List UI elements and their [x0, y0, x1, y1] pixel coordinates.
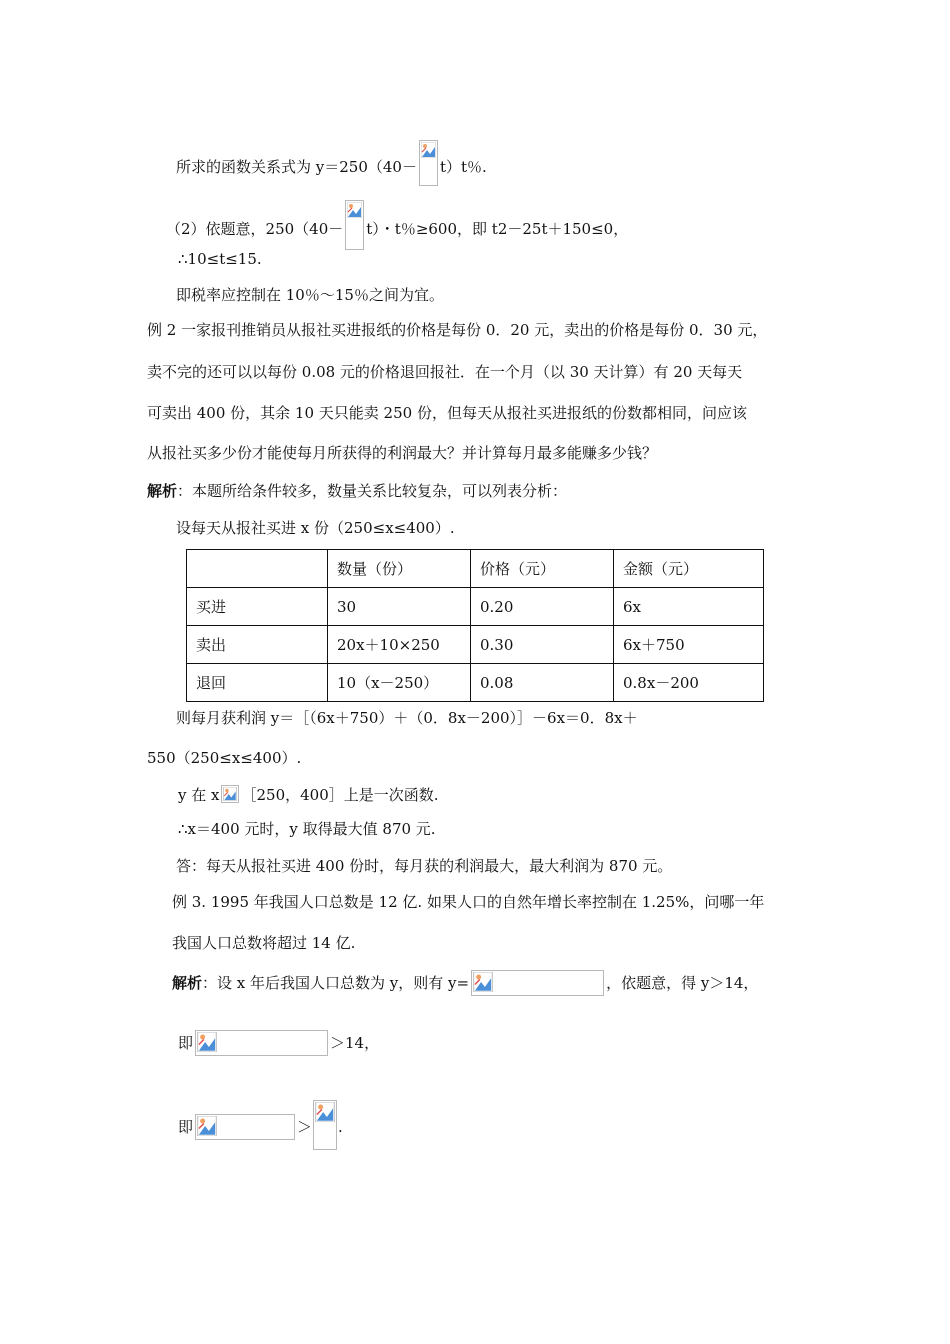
linear-function-end: ［250，400］上是一次函数. — [241, 786, 439, 804]
example-2-line-1: 例 2 一家报刊推销员从报社买进报纸的价格是每份 0．20 元，卖出的价格是每份 0．30 元， — [147, 321, 768, 339]
linear-function-line — [178, 785, 439, 805]
table-cell: 0.20 — [471, 588, 614, 626]
broken-image-icon — [197, 1032, 217, 1052]
max-value-line: ∴x＝400 元时，y 取得最大值 870 元. — [178, 820, 436, 838]
quantity-price-table — [186, 549, 764, 702]
table-row — [187, 588, 764, 626]
broken-image-icon — [223, 787, 237, 801]
tax-conclusion: 即税率应控制在 10％～15％之间为宜。 — [176, 286, 444, 304]
table-cell: 买进 — [187, 588, 328, 626]
therefore-line-1 — [178, 1030, 379, 1056]
assume-x-line: 设每天从报社买进 x 份（250≤x≤400）. — [176, 519, 455, 537]
analysis-2-text-start: ：设 x 年后我国人口总数为 y，则有 y= — [202, 974, 470, 992]
analysis-text: ：本题所给条件较多，数量关系比较复杂，可以列表分析： — [177, 482, 568, 500]
broken-image-icon — [315, 1102, 335, 1122]
table-cell: 10（x－250） — [328, 664, 471, 702]
profit-line-1: 则每月获利润 y＝［（6x＋750）＋（0．8x－200）］－6x＝0．8x＋ — [176, 709, 638, 727]
table-cell: 20x＋10×250 — [328, 626, 471, 664]
example-2-line-3: 可卖出 400 份，其余 10 天只能卖 250 份，但每天从报社买进报纸的份数都相同，问应该 — [147, 404, 747, 422]
therefore-2-gt: ＞ — [297, 1118, 313, 1136]
image-placeholder — [195, 1114, 295, 1140]
example-3-line-1: 例 3. 1995 年我国人口总数是 12 亿. 如果人口的自然年增长率控制在 1.25%，问哪一年 — [172, 893, 765, 911]
therefore-1-start: 即 — [178, 1034, 194, 1052]
table-header-cell: 数量（份） — [328, 550, 471, 588]
analysis-2-text-end: ，依题意，得 y＞14， — [606, 974, 759, 992]
table-header-cell — [187, 550, 328, 588]
image-placeholder — [313, 1100, 337, 1150]
therefore-1-end: ＞14， — [330, 1034, 380, 1052]
formula-line-2-end: t）・t％≥600，即 t2－25t＋150≤0， — [366, 220, 629, 238]
table-cell: 0.30 — [471, 626, 614, 664]
analysis-label: 解析 — [147, 482, 178, 500]
table-cell: 30 — [328, 588, 471, 626]
formula-line-2-start: （2）依题意，250（40－ — [166, 220, 344, 238]
table-cell: 0.08 — [471, 664, 614, 702]
image-placeholder — [195, 1030, 328, 1056]
image-placeholder — [419, 140, 438, 186]
analysis-line — [147, 481, 567, 501]
example-3-line-2: 我国人口总数将超过 14 亿. — [172, 934, 356, 952]
example-2-line-4: 从报社买多少份才能使每月所获得的利润最大？并计算每月最多能赚多少钱？ — [147, 444, 658, 462]
image-placeholder — [345, 200, 364, 250]
table-cell: 6x — [614, 588, 764, 626]
therefore-line-2 — [178, 1100, 343, 1150]
formula-line-1-start: 所求的函数关系式为 y＝250（40－ — [176, 158, 417, 176]
example-2-line-2: 卖不完的还可以以每份 0.08 元的价格退回报社．在一个月（以 30 天计算）有 20 天每天 — [147, 363, 743, 381]
profit-line-2: 550（250≤x≤400）. — [147, 749, 302, 767]
table-cell: 退回 — [187, 664, 328, 702]
table-header-cell: 金额（元） — [614, 550, 764, 588]
broken-image-icon — [347, 202, 362, 218]
table-cell: 0.8x－200 — [614, 664, 764, 702]
therefore-2-start: 即 — [178, 1118, 194, 1136]
formula-line-1 — [176, 140, 487, 186]
broken-image-icon — [421, 142, 436, 158]
inequality-result: ∴10≤t≤15. — [178, 250, 262, 268]
table-row — [187, 664, 764, 702]
image-placeholder — [471, 970, 604, 996]
table-cell: 6x＋750 — [614, 626, 764, 664]
linear-function-start: y 在 x — [178, 786, 220, 804]
table-row — [187, 626, 764, 664]
analysis-2-label: 解析 — [172, 974, 203, 992]
table-header-row — [187, 550, 764, 588]
image-placeholder — [221, 785, 239, 803]
table-cell: 卖出 — [187, 626, 328, 664]
broken-image-icon — [473, 972, 493, 992]
therefore-2-end: . — [338, 1118, 343, 1136]
analysis-2-line — [172, 970, 758, 996]
formula-line-1-end: t）t％. — [439, 158, 487, 176]
table-header-cell: 价格（元） — [471, 550, 614, 588]
answer-line: 答：每天从报社买进 400 份时，每月获的利润最大，最大利润为 870 元。 — [176, 857, 673, 875]
formula-line-2 — [166, 200, 628, 250]
broken-image-icon — [197, 1116, 217, 1136]
